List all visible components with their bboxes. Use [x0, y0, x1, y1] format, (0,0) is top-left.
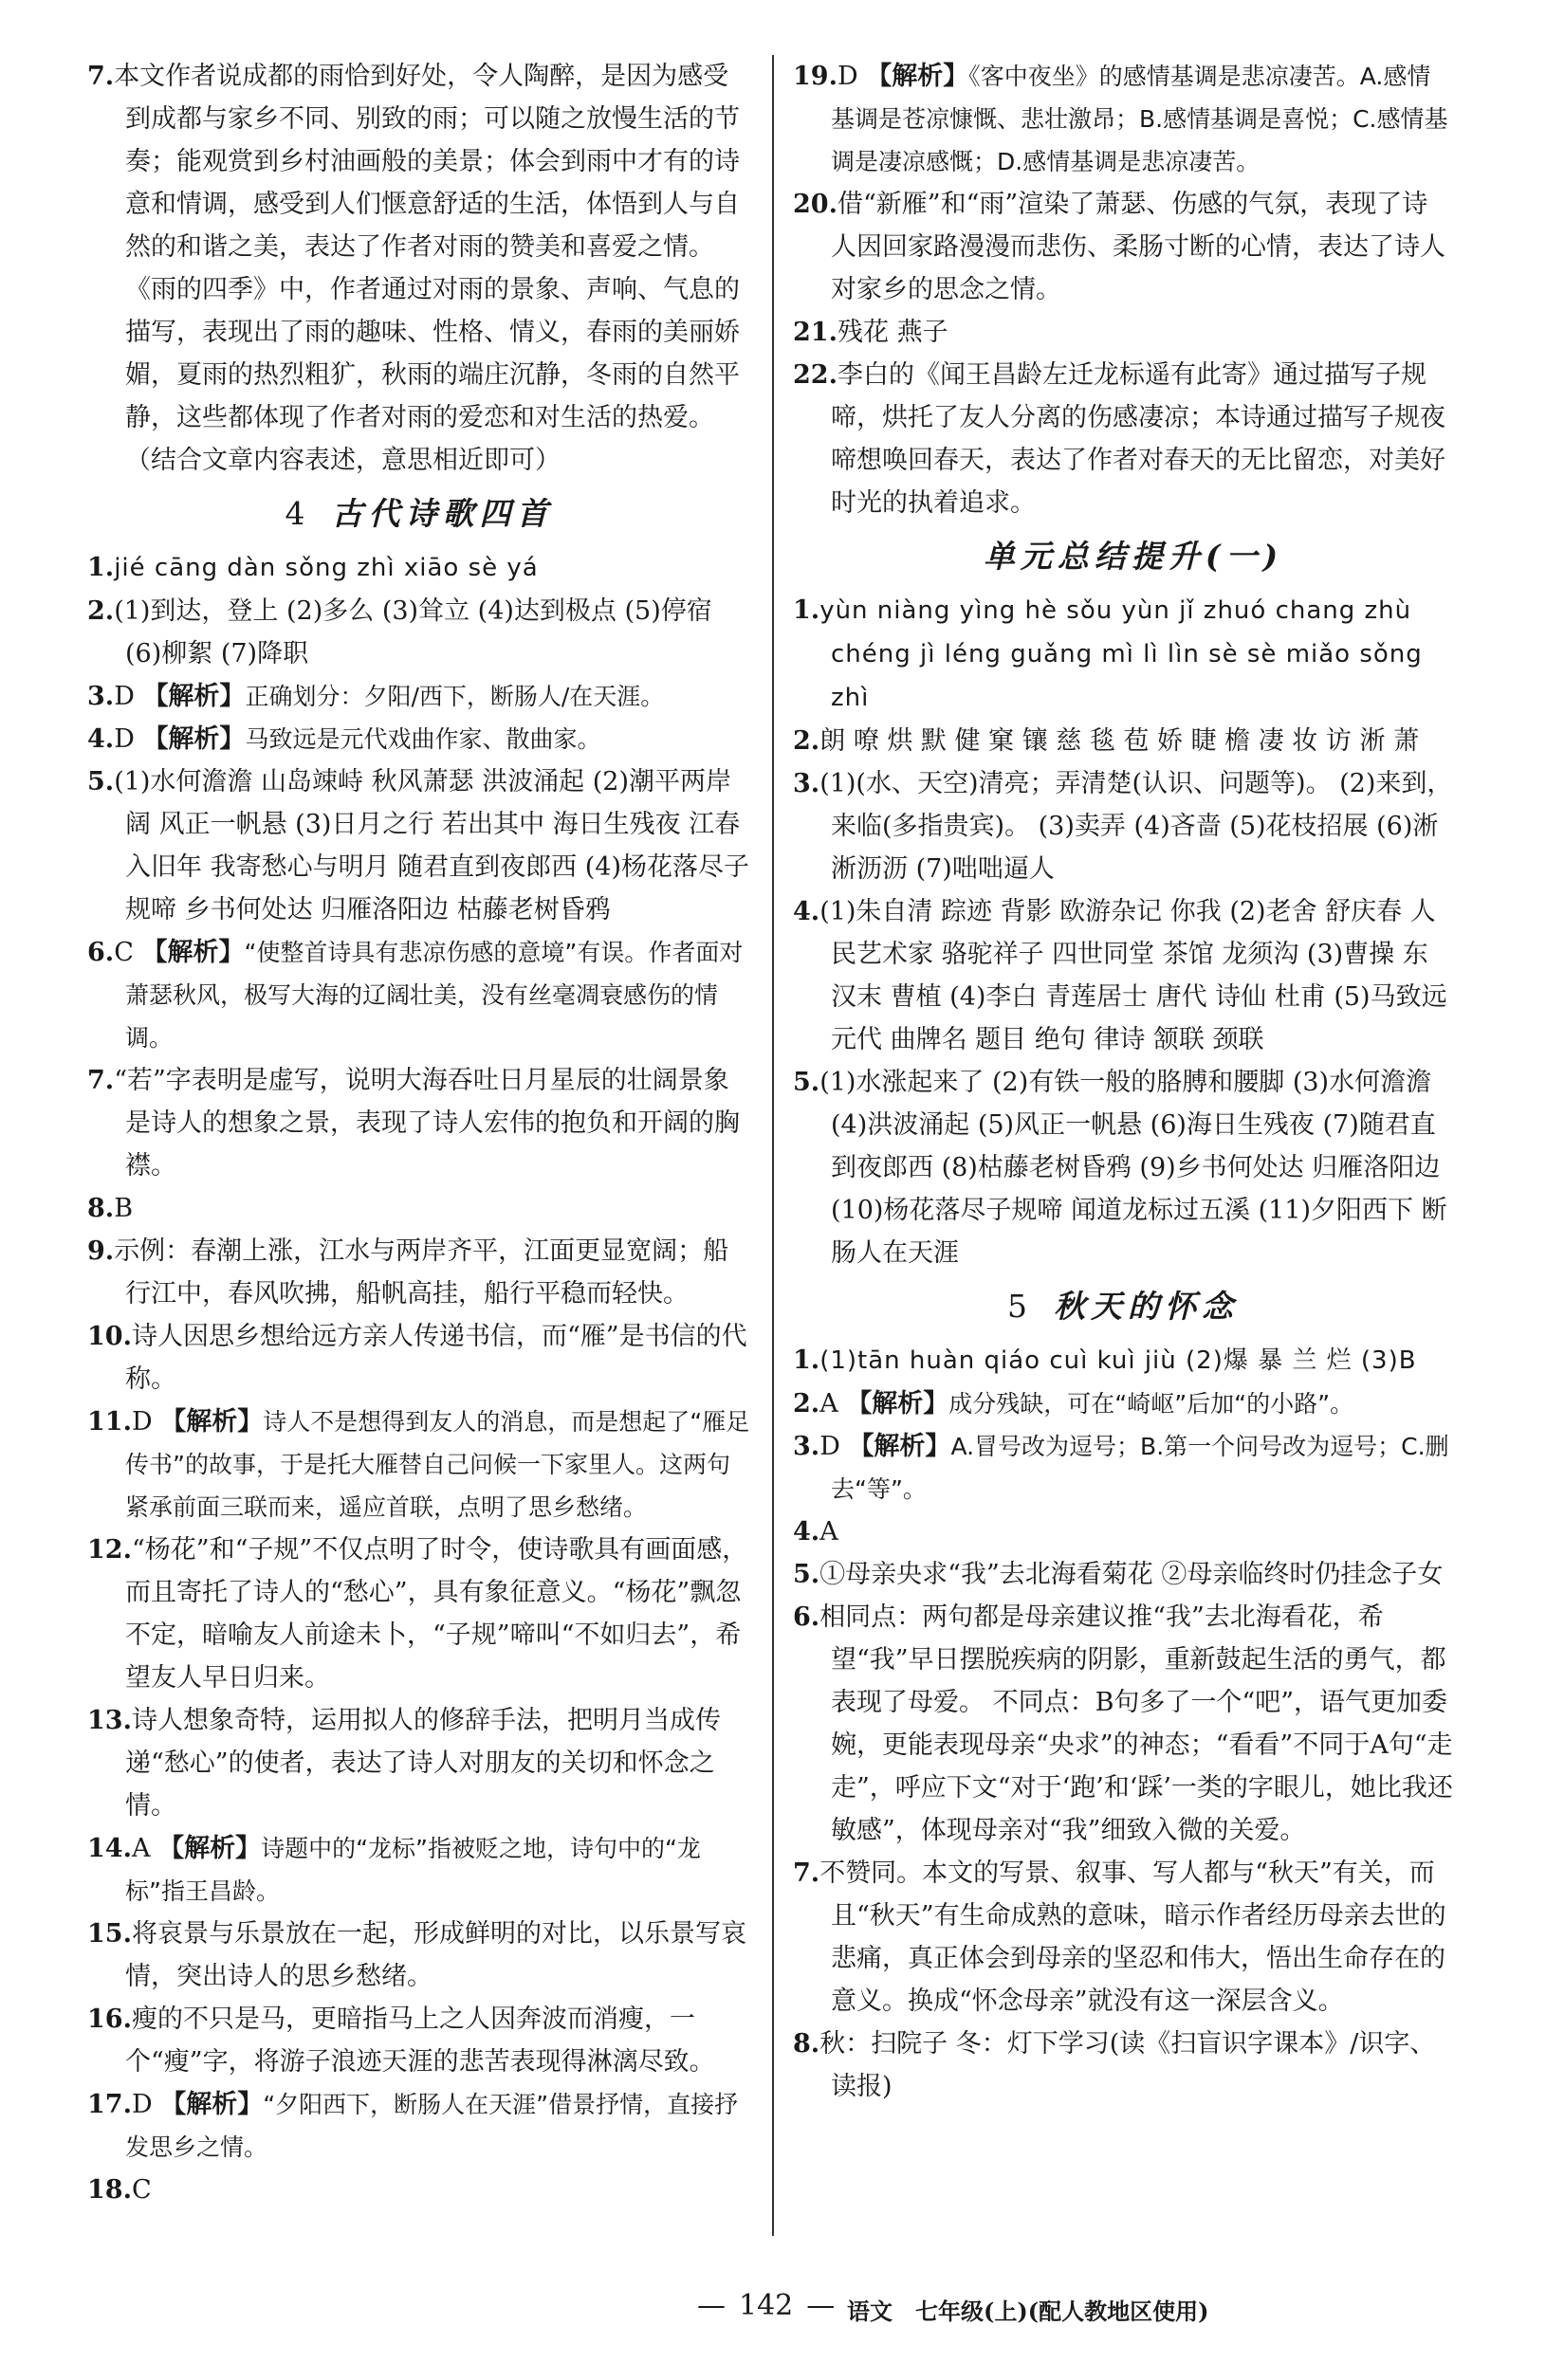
column-divider	[772, 55, 774, 2236]
answer-item	[793, 55, 1453, 183]
answer-item	[87, 1699, 751, 1827]
book-info: 语文 七年级(上)(配人教地区使用)	[847, 2298, 1209, 2325]
item-number: 22.	[793, 360, 837, 390]
item-number: 5.	[793, 1068, 820, 1097]
answer-item	[793, 354, 1453, 524]
answer-item	[793, 183, 1453, 311]
answer-item	[793, 589, 1453, 720]
answer-item	[793, 311, 1453, 354]
answer-item	[793, 1553, 1453, 1596]
analysis-text: 《客中夜坐》的感情基调是悲凉凄苦。A.感情基调是苍凉慷慨、悲壮激昂；B.感情基调是喜悦；C.感情基调是凄凉感慨；D.感情基调是悲凉凄苦。	[831, 63, 1448, 175]
answer-item	[87, 1059, 751, 1187]
answer-text: 相同点：两句都是母亲建议推“我”去北海看花，希望“我”早日摆脱疾病的阴影，重新鼓起生活的勇气，都表现了母爱。 不同点：B句多了一个“吧”，语气更加委婉，更能表现母亲“央求”的神态；“看看”不同于A句“走走”，呼应下文“对于‘跑’和‘踩’一类的字眼儿，她比我还敏感”，体现母亲对“我”细致入微的关爱。	[819, 1602, 1453, 1845]
answer-item	[87, 1827, 751, 1913]
answer-text: 诗人想象奇特，运用拟人的修辞手法，把明月当成传递“愁心”的使者，表达了诗人对朋友的关切和怀念之情。	[125, 1706, 721, 1821]
analysis-label: 【解析】	[142, 724, 246, 754]
item-number: 9.	[87, 1236, 115, 1266]
item-number: 7.	[87, 62, 115, 91]
left-column	[87, 55, 751, 2211]
analysis-text: “使整首诗具有悲凉伤感的意境”有误。作者面对萧瑟秋风，极写大海的辽阔壮美，没有丝毫凋衰感伤的情调。	[125, 939, 744, 1052]
analysis-label: 【解析】	[866, 62, 969, 91]
answer-text: 不赞同。本文的写景、叙事、写人都与“秋天”有关，而且“秋天”有生命成熟的意味，暗示作者经历母亲去世的悲痛，真正体会到母亲的坚忍和伟大，悟出生命存在的意义。换成“怀念母亲”就没有这一深层含义。	[819, 1858, 1446, 2016]
section-title: 古代诗歌四首	[331, 495, 554, 532]
item-number: 1.	[87, 553, 115, 582]
answer-text: 将哀景与乐景放在一起，形成鲜明的对比，以乐景写哀情，突出诗人的思乡愁绪。	[125, 1919, 746, 1991]
answer-item	[793, 1596, 1453, 1852]
item-number: 5.	[793, 1560, 820, 1589]
item-number: 3.	[793, 1432, 820, 1461]
answer-text: (1)到达，登上 (2)多么 (3)耸立 (4)达到极点 (5)停宿 (6)柳絮 (7)降职	[114, 596, 712, 668]
section-heading	[793, 1278, 1453, 1335]
answer-item	[87, 931, 751, 1059]
answer-text: (1)朱自清 踪迹 背影 欧游杂记 你我 (2)老舍 舒庆春 人民艺术家 骆驼祥子 四世同堂 茶馆 龙须沟 (3)曹操 东汉末 曹植 (4)李白 青莲居士 唐代 诗仙 杜甫 (5)马致远 元代 曲牌名 题目 绝句 律诗 颔联 颈联	[819, 897, 1447, 1054]
analysis-label: 【解析】	[142, 682, 246, 711]
answer-text: ①母亲央求“我”去北海看菊花 ②母亲临终时仍挂念子女	[819, 1560, 1444, 1589]
answer-text: B	[114, 1194, 134, 1223]
item-number: 14.	[87, 1834, 132, 1863]
answer-item	[87, 1529, 751, 1699]
answer-text: 瘦的不只是马，更暗指马上之人因奔波而消瘦，一个“瘦”字，将游子浪迹天涯的悲苦表现得淋漓尽致。	[125, 2005, 715, 2077]
analysis-text: A.冒号改为逗号；B.第一个问号改为逗号；C.删去“等”。	[831, 1433, 1449, 1503]
right-column	[793, 55, 1453, 2108]
section-title: 单元总结提升(一)	[983, 538, 1284, 575]
item-number: 4.	[793, 1517, 820, 1547]
answer-text: (1)水何澹澹 山岛竦峙 秋风萧瑟 洪波涌起 (2)潮平两岸阔 风正一帆悬 (3)日月之行 若出其中 海日生残夜 江春入旧年 我寄愁心与明月 随君直到夜郎西 (4)杨花落尽子规啼 乡书何处达 归雁洛阳边 枯藤老树昏鸦	[114, 767, 749, 925]
analysis-text: 成分残缺，可在“崎岖”后加“的小路”。	[948, 1390, 1354, 1418]
analysis-label: 【解析】	[848, 1432, 951, 1461]
answer-item	[87, 590, 751, 675]
answer-text: “杨花”和“子规”不仅点明了时令，使诗歌具有画面感，而且寄托了诗人的“愁心”，具有象征意义。“杨花”飘忽不定，暗喻友人前途未卜，“子规”啼叫“不如归去”，希望友人早日归来。	[125, 1535, 748, 1693]
item-number: 17.	[87, 2090, 132, 2119]
item-number: 21.	[793, 318, 837, 347]
pinyin-text: jié cāng dàn sǒng zhì xiāo sè yá	[114, 554, 539, 582]
analysis-text: 诗题中的“龙标”指被贬之地，诗句中的“龙标”指王昌龄。	[125, 1835, 701, 1905]
answer-text: 秋：扫院子 冬：灯下学习(读《扫盲识字课本》/识字、读报)	[819, 2029, 1436, 2101]
analysis-text: 正确划分：夕阳/西下，断肠人/在天涯。	[245, 683, 665, 710]
answer-item	[793, 890, 1453, 1061]
item-number: 5.	[87, 767, 115, 796]
item-number: 2.	[87, 596, 115, 626]
answer-choice: A	[131, 1834, 151, 1863]
answer-item	[87, 718, 751, 760]
item-number: 4.	[87, 724, 115, 754]
item-number: 1.	[793, 595, 820, 625]
answer-item	[87, 760, 751, 931]
answer-item	[87, 1187, 751, 1230]
answer-item	[793, 1510, 1453, 1553]
item-number: 16.	[87, 2005, 132, 2034]
item-number: 8.	[793, 2029, 820, 2059]
analysis-label: 【解析】	[846, 1389, 949, 1419]
item-number: 6.	[87, 938, 115, 967]
answer-item	[87, 1998, 751, 2083]
item-number: 7.	[87, 1066, 115, 1095]
section-number: 5	[1007, 1288, 1033, 1325]
answer-item	[87, 2083, 751, 2169]
item-number: 7.	[793, 1858, 820, 1888]
answer-item	[87, 675, 751, 718]
answer-item	[793, 720, 1453, 762]
analysis-text: 诗人不是想得到友人的消息，而是想起了“雁足传书”的故事，于是托大雁替自己问候一下家里人。这两句紧承前面三联而来，遥应首联，点明了思乡愁绪。	[125, 1408, 750, 1521]
analysis-text: 马致远是元代戏曲作家、散曲家。	[245, 725, 601, 753]
pinyin-text: (1)tān huàn qiáo cuì kuì jiù (2)爆 暴 兰 烂 (3)B	[819, 1346, 1417, 1375]
answer-choice: A	[819, 1389, 838, 1419]
answer-item	[87, 546, 751, 590]
analysis-label: 【解析】	[160, 2090, 264, 2119]
item-number: 4.	[793, 897, 820, 926]
item-number: 8.	[87, 1194, 115, 1223]
item-number: 15.	[87, 1919, 132, 1949]
item-number: 10.	[87, 1322, 132, 1351]
answer-text: 朗 嘹 烘 默 健 窠 镶 慈 毯 苞 娇 睫 檐 凄 妆 访 淅 萧	[819, 726, 1420, 756]
answer-text: C	[131, 2175, 152, 2205]
answer-text: 本文作者说成都的雨恰到好处，令人陶醉，是因为感受到成都与家乡不同、别致的雨；可以随之放慢生活的节奏；能观赏到乡村油画般的美景；体会到雨中才有的诗意和情调，感受到人们惬意舒适的生活，体悟到人与自然的和谐之美，表达了作者对雨的赞美和喜爱之情。《雨的四季》中，作者通过对雨的景象、声响、气息的描写，表现出了雨的趣味、性格、情义，春雨的美丽娇媚，夏雨的热烈粗犷，秋雨的端庄沉静，冬雨的自然平静，这些都体现了作者对雨的爱恋和对生活的热爱。（结合文章内容表述，意思相近即可）	[114, 62, 740, 475]
answer-choice: D	[837, 62, 858, 91]
answer-item	[793, 2023, 1453, 2108]
item-number: 19.	[793, 62, 837, 91]
item-number: 18.	[87, 2175, 132, 2205]
answer-choice: D	[114, 724, 135, 754]
item-number: 2.	[793, 726, 820, 756]
answer-item	[793, 1339, 1453, 1382]
answer-text: 示例：春潮上涨，江水与两岸齐平，江面更显宽阔；船行江中，春风吹拂，船帆高挂，船行平稳而轻快。	[114, 1236, 729, 1309]
answer-text: 李白的《闻王昌龄左迁龙标遥有此寄》通过描写子规啼，烘托了友人分离的伤感凄凉；本诗通过描写子规夜啼想唤回春天，表达了作者对春天的无比留恋，对美好时光的执着追求。	[831, 360, 1445, 518]
answer-item	[87, 1230, 751, 1315]
item-number: 12.	[87, 1535, 132, 1565]
answer-item	[87, 1913, 751, 1998]
answer-text: (1)(水、天空)清亮；弄清楚(认识、问题等)。 (2)来到，来临(多指贵宾)。 (3)卖弄 (4)吝啬 (5)花枝招展 (6)淅淅沥沥 (7)咄咄逼人	[819, 769, 1453, 884]
answer-text: A	[819, 1517, 838, 1547]
answer-item	[87, 2169, 751, 2211]
item-number: 1.	[793, 1346, 820, 1375]
page-number: — 142 —	[697, 2289, 835, 2322]
analysis-label: 【解析】	[141, 938, 245, 967]
answer-text: 诗人因思乡想给远方亲人传递书信，而“雁”是书信的代称。	[125, 1322, 747, 1394]
section-number: 4	[285, 495, 311, 532]
answer-text: “若”字表明是虚写，说明大海吞吐日月星辰的壮阔景象是诗人的想象之景，表现了诗人宏伟的抱负和开阔的胸襟。	[114, 1066, 740, 1181]
answer-choice: D	[131, 1407, 153, 1437]
answer-choice: D	[131, 2090, 153, 2119]
answer-item	[87, 1401, 751, 1529]
answer-item	[87, 55, 751, 482]
answer-choice: D	[819, 1432, 840, 1461]
section-title: 秋天的怀念	[1054, 1288, 1239, 1325]
section-heading	[87, 485, 751, 542]
analysis-label: 【解析】	[158, 1834, 262, 1863]
pinyin-text: yùn niàng yìng hè sǒu yùn jǐ zhuó chang zhù chéng jì léng guǎng mì lì lìn sè sè miǎo sǒng zhì	[819, 596, 1423, 712]
answer-item	[793, 1425, 1453, 1510]
item-number: 2.	[793, 1389, 820, 1419]
analysis-text: “夕阳西下，断肠人在天涯”借景抒情，直接抒发思乡之情。	[125, 2091, 739, 2161]
answer-item	[793, 1382, 1453, 1425]
answer-item	[87, 1315, 751, 1401]
answer-text: 残花 燕子	[837, 318, 948, 347]
answer-text: (1)水涨起来了 (2)有铁一般的胳膊和腰脚 (3)水何澹澹 (4)洪波涌起 (5)风正一帆悬 (6)海日生残夜 (7)随君直到夜郎西 (8)枯藤老树昏鸦 (9)乡书何处达 归雁洛阳边 (10)杨花落尽子规啼 闻道龙标过五溪 (11)夕阳西下 断肠人在天涯	[819, 1068, 1447, 1268]
answer-choice: D	[114, 682, 135, 711]
item-number: 6.	[793, 1602, 820, 1632]
item-number: 3.	[87, 682, 115, 711]
answer-item	[793, 1852, 1453, 2023]
answer-text: 借“新雁”和“雨”渲染了萧瑟、伤感的气氛，表现了诗人因回家路漫漫而悲伤、柔肠寸断的心情，表达了诗人对家乡的思念之情。	[831, 190, 1445, 304]
item-number: 13.	[87, 1706, 132, 1735]
section-heading	[793, 528, 1453, 585]
item-number: 11.	[87, 1407, 132, 1437]
analysis-label: 【解析】	[160, 1407, 264, 1437]
answer-item	[793, 762, 1453, 890]
answer-choice: C	[114, 938, 134, 967]
item-number: 3.	[793, 769, 820, 798]
answer-item	[793, 1061, 1453, 1274]
item-number: 20.	[793, 190, 837, 219]
